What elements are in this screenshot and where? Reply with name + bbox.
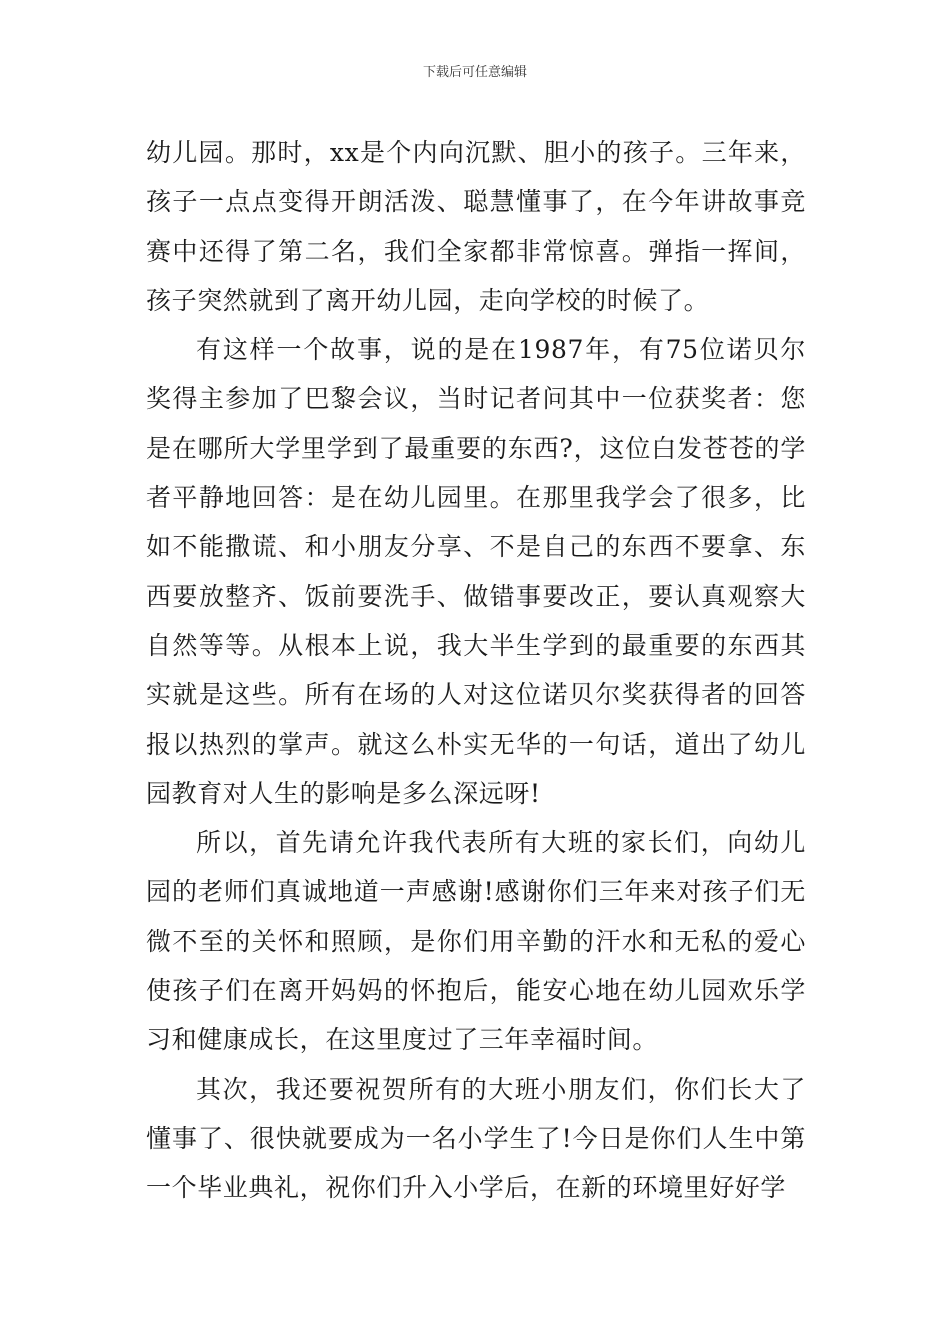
paragraph: 幼儿园。那时，xx是个内向沉默、胆小的孩子。三年来，孩子一点点变得开朗活泼、聪慧懂事了，在今年讲故事竞赛中还得了第二名，我们全家都非常惊喜。弹指一挥间，孩子突然就到了离开幼儿园，走向学校的时候了。 [146, 138, 806, 315]
page-header: 下载后可任意编辑 [422, 65, 527, 80]
paragraph: 所以，首先请允许我代表所有大班的家长们，向幼儿园的老师们真诚地道一声感谢!感谢你们三年来对孩子们无微不至的关怀和照顾，是你们用辛勤的汗水和无私的爱心使孩子们在离开妈妈的怀抱后，能安心地在幼儿园欢乐学习和健康成长，在这里度过了三年幸福时间。 [146, 828, 806, 1055]
paragraph: 其次，我还要祝贺所有的大班小朋友们，你们长大了懂事了、很快就要成为一名小学生了!今日是你们人生中第一个毕业典礼，祝你们升入小学后，在新的环境里好好学 [146, 1074, 806, 1203]
document-body [146, 128, 806, 1213]
paragraph: 有这样一个故事，说的是在1987年，有75位诺贝尔奖得主参加了巴黎会议，当时记者问其中一位获奖者：您是在哪所大学里学到了最重要的东西?，这位白发苍苍的学者平静地回答：是在幼儿园里。在那里我学会了很多，比如不能撒谎、和小朋友分享、不是自己的东西不要拿、东西要放整齐、饭前要洗手、做错事要改正，要认真观察大自然等等。从根本上说，我大半生学到的最重要的东西其实就是这些。所有在场的人对这位诺贝尔奖获得者的回答报以热烈的掌声。就这么朴实无华的一句话，道出了幼儿园教育对人生的影响是多么深远呀! [146, 335, 806, 808]
